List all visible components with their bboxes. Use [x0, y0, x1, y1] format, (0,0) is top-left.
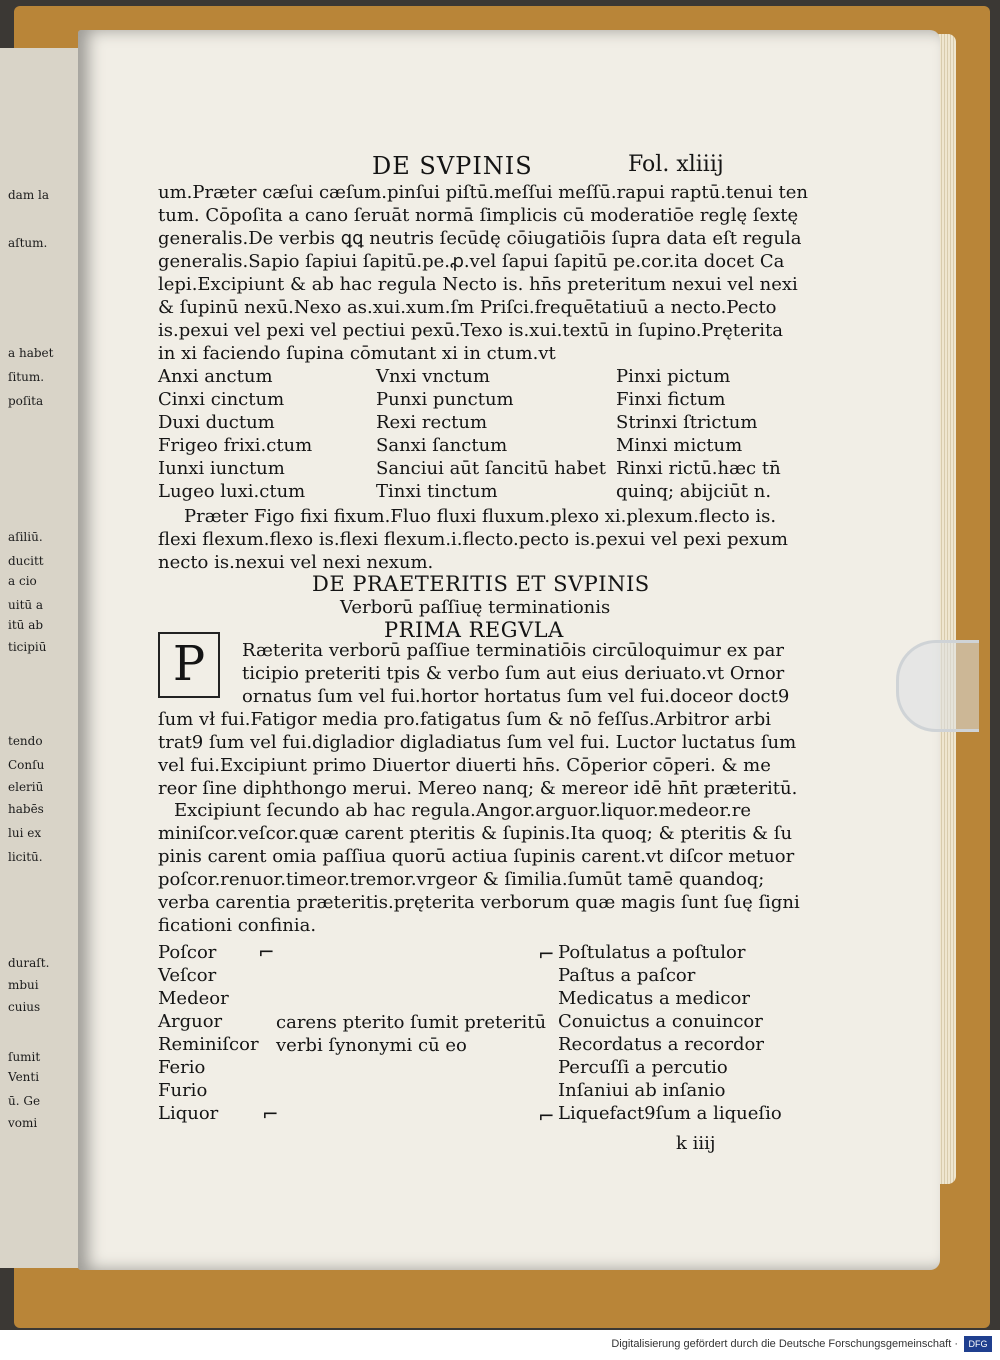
table-cell: Arguor	[158, 1011, 223, 1032]
text-line: Excipiunt ſecundo ab hac regula.Angor.arguor.liquor.medeor.re	[174, 800, 751, 821]
table-cell: Frigeo frixi.ctum	[158, 435, 313, 456]
margin-fragment: Venti	[8, 1070, 40, 1084]
rule-heading: PRIMA REGVLA	[384, 618, 564, 642]
table-cell: Percuſſi a percutio	[558, 1057, 728, 1078]
table-cell: Sanxi ſanctum	[376, 435, 508, 456]
text-line: ſum vł fui.Fatigor media pro.fatigatus ſum & nō feſſus.Arbitror arbi	[158, 709, 772, 730]
table-cell: Tinxi tinctum	[376, 481, 498, 502]
running-title: DE SVPINIS	[372, 152, 533, 180]
signature-mark: k iiij	[676, 1133, 716, 1154]
margin-fragment: duraſt.	[8, 956, 50, 970]
text-line: poſcor.renuor.timeor.tremor.vrgeor & ſimilia.ſumūt tamē quandoq;	[158, 869, 765, 890]
table-cell: Pinxi pictum	[616, 366, 731, 387]
text-line: in xi faciendo ſupina cōmutant xi in ctum.vt	[158, 343, 556, 364]
dfg-logo: DFG	[964, 1336, 992, 1352]
margin-fragment: poſita	[8, 394, 44, 408]
text-line: verba carentia præteritis.pręterita verborum quæ magis ſunt ſuę ſigni	[158, 892, 800, 913]
text-line: flexi flexum.flexo is.flexi flexum.i.flecto.pecto is.pexui vel pexi pexum	[158, 529, 788, 550]
margin-fragment: aſtum.	[8, 236, 48, 250]
text-line: necto is.nexui vel nexi nexum.	[158, 552, 434, 573]
table-cell: Strinxi ſtrictum	[616, 412, 758, 433]
table-cell: Ferio	[158, 1057, 206, 1078]
table-cell: Duxi ductum	[158, 412, 275, 433]
footer-bar	[0, 1330, 1000, 1360]
table-cell: Punxi punctum	[376, 389, 514, 410]
table-cell: Anxi anctum	[158, 366, 273, 387]
margin-fragment: a cio	[8, 574, 37, 588]
margin-fragment: cuius	[8, 1000, 41, 1014]
brace-top-left: ⌐	[258, 940, 275, 964]
table-cell: verbi ſynonymi cū eo	[276, 1035, 467, 1056]
table-cell: Rexi rectum	[376, 412, 488, 433]
text-line: ficationi confinia.	[158, 915, 317, 936]
text-line: vel fui.Excipiunt primo Diuertor diuerti hn̄s. Cōperior cōperi. & me	[158, 755, 771, 776]
margin-fragment: licitū.	[8, 850, 43, 864]
text-line: pinis carent omia paſſiua quorū actiua ſupinis carent.vt diſcor metuor	[158, 846, 795, 867]
text-line: generalis.Sapio ſapiui ſapitū.pe.ꝓ.vel ſapui ſapitū pe.cor.ita docet Ca	[158, 251, 785, 272]
table-cell: quinq; abijciūt n.	[616, 481, 772, 502]
table-cell: Lugeo luxi.ctum	[158, 481, 306, 502]
margin-fragment: uitū a	[8, 598, 44, 612]
margin-fragment: eleriū	[8, 780, 44, 794]
table-cell: Medeor	[158, 988, 229, 1009]
footer-credit: Digitalisierung gefördert durch die Deutsche Forschungsgemeinschaft ·	[611, 1338, 958, 1350]
table-cell: Vnxi vnctum	[376, 366, 490, 387]
table-cell: Sanciui aūt ſancitū habet	[376, 458, 606, 479]
table-cell: Liquor	[158, 1103, 219, 1124]
brace-top-right: ⌐	[538, 942, 555, 966]
decorated-initial: P	[158, 632, 220, 698]
text-line: ticipio preteriti tpis & verbo ſum aut eius deriuato.vt Ornor	[242, 663, 785, 684]
margin-fragment: lui ex	[8, 826, 42, 840]
margin-fragment: itū ab	[8, 618, 44, 632]
table-cell: Rinxi rictū.hæc tn̄	[616, 458, 781, 479]
table-cell: Minxi mictum	[616, 435, 743, 456]
text-line: um.Præter cæſui cæſum.pinſui piſtū.meſſui meſſū.rapui raptū.tenui ten	[158, 182, 808, 203]
margin-fragment: mbui	[8, 978, 39, 992]
margin-fragment: tendo	[8, 734, 43, 748]
text-line: & ſupinū nexū.Nexo as.xui.xum.ſm Priſci.frequētatiuū a necto.Pecto	[158, 297, 777, 318]
table-cell: Liquefact9ſum a liqueſio	[558, 1103, 782, 1124]
table-cell: Poſcor	[158, 942, 217, 963]
page-clip	[896, 640, 979, 732]
margin-fragment: aſiliū.	[8, 530, 43, 544]
margin-fragment: habēs	[8, 802, 44, 816]
brace-bottom-right: ⌐	[538, 1104, 555, 1128]
table-cell: Poſtulatus a poſtulor	[558, 942, 746, 963]
table-cell: Recordatus a recordor	[558, 1034, 764, 1055]
margin-fragment: ū. Ge	[8, 1094, 41, 1108]
section-subtitle: Verborū paſſiuę terminationis	[340, 597, 611, 618]
text-line: reor ſine diphthongo merui. Mereo nanq; & mereor idē hn̄t præteritū.	[158, 778, 798, 799]
table-cell: Finxi fictum	[616, 389, 726, 410]
text-line: generalis.De verbis ꝗꝗ neutris ſecūdę cōiugatiōis ſupra data eſt regula	[158, 228, 802, 249]
margin-fragment: a habet	[8, 346, 54, 360]
text-line: ornatus ſum vel fui.hortor hortatus ſum vel fui.doceor doct9	[242, 686, 790, 707]
table-cell: carens pterito ſumit preteritū	[276, 1012, 547, 1033]
table-cell: Paſtus a paſcor	[558, 965, 696, 986]
folio-number: Fol. xliiij	[628, 152, 724, 177]
text-line: Præter Figo fixi fixum.Fluo fluxi fluxum.plexo xi.plexum.flecto is.	[184, 506, 777, 527]
text-line: tum. Cōpoſita a cano ſeruāt normā ſimplicis cū moderatiōe reglę ſextę	[158, 205, 799, 226]
text-line: Ræterita verborū paſſiue terminatiōis circūloquimur ex par	[242, 640, 784, 661]
brace-bottom-left: ⌐	[262, 1102, 279, 1126]
table-cell: Cinxi cinctum	[158, 389, 285, 410]
table-cell: Veſcor	[158, 965, 217, 986]
margin-fragment: vomi	[8, 1116, 38, 1130]
margin-fragment: ſumit	[8, 1050, 41, 1064]
table-cell: Iunxi iunctum	[158, 458, 285, 479]
margin-fragment: ducitt	[8, 554, 44, 568]
table-cell: Reminiſcor	[158, 1034, 259, 1055]
margin-fragment: Conſu	[8, 758, 45, 772]
margin-fragment: ticipiū	[8, 640, 47, 654]
text-line: is.pexui vel pexi vel pectiui pexū.Texo is.xui.textū in ſupino.Pręterita	[158, 320, 783, 341]
section-title: DE PRAETERITIS ET SVPINIS	[312, 572, 650, 596]
left-page	[0, 48, 78, 1268]
table-cell: Medicatus a medicor	[558, 988, 750, 1009]
table-cell: Conuictus a conuincor	[558, 1011, 763, 1032]
margin-fragment: dam la	[8, 188, 50, 202]
text-line: lepi.Excipiunt & ab hac regula Necto is. hn̄s preteritum nexui vel nexi	[158, 274, 798, 295]
table-cell: Furio	[158, 1080, 208, 1101]
text-line: miniſcor.veſcor.quæ carent pteritis & ſupinis.Ita quoq; & pteritis & ſu	[158, 823, 793, 844]
margin-fragment: ſitum.	[8, 370, 45, 384]
table-cell: Inſaniui ab inſanio	[558, 1080, 726, 1101]
text-line: trat9 ſum vel fui.digladior digladiatus ſum vel fui. Luctor luctatus ſum	[158, 732, 797, 753]
